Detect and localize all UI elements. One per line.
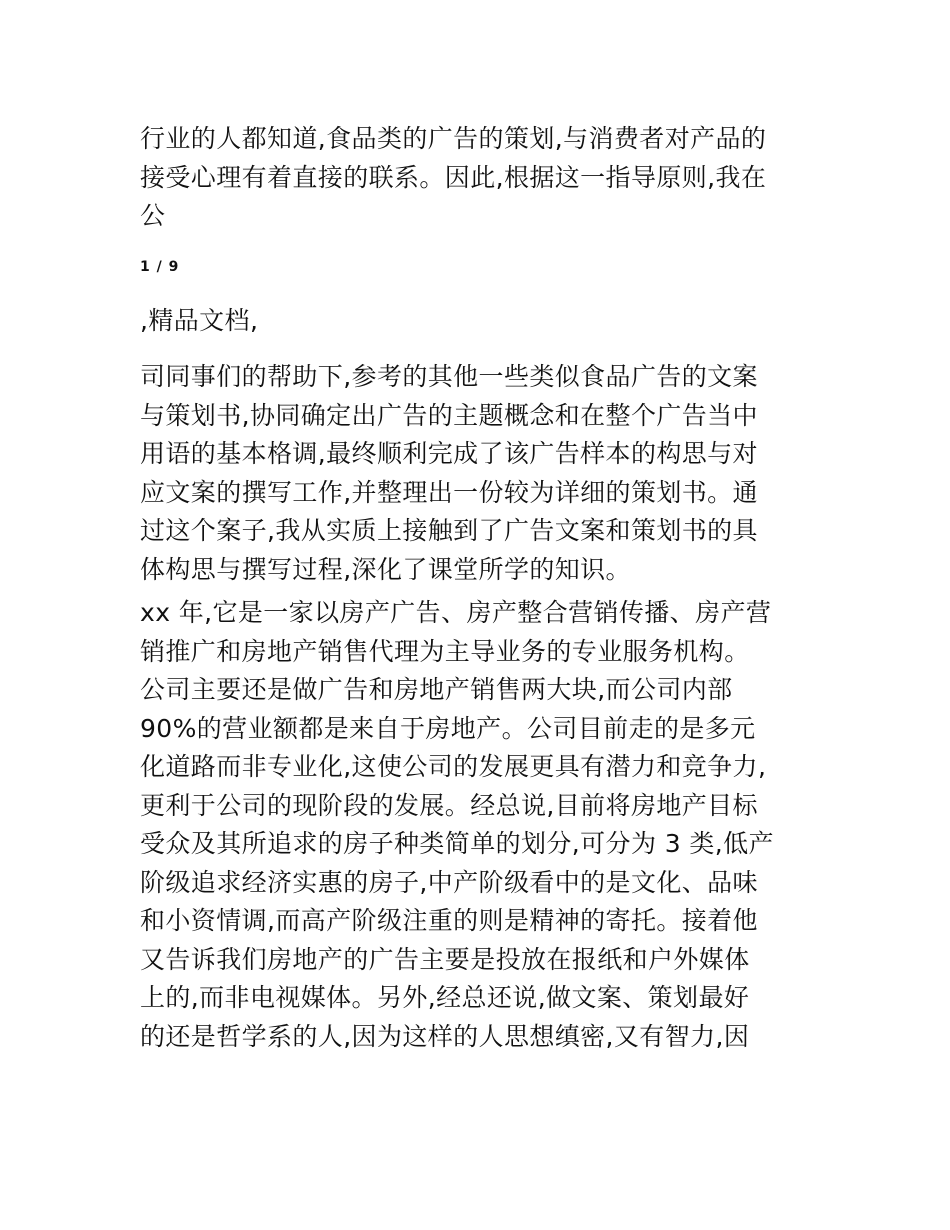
text-line: 又告诉我们房地产的广告主要是投放在报纸和户外媒体 [140, 944, 750, 974]
text-line: 的还是哲学系的人,因为这样的人思想缜密,又有智力,因 [140, 1021, 750, 1051]
text-line: 上的,而非电视媒体。另外,经总还说,做文案、策划最好 [140, 983, 750, 1012]
page-indicator: 1 / 9 [140, 259, 180, 275]
text-line: 司同事们的帮助下,参考的其他一些类似食品广告的文案 [140, 362, 758, 391]
text-line: 化道路而非专业化,这使公司的发展更具有潜力和竞争力, [140, 752, 767, 781]
text-line: 更利于公司的现阶段的发展。经总说,目前将房地产目标 [140, 790, 758, 820]
text-line: 与策划书,协同确定出广告的主题概念和在整个广告当中 [140, 400, 758, 430]
paragraph-3 [140, 594, 810, 1056]
paragraph-2 [140, 358, 810, 589]
text-line: 应文案的撰写工作,并整理出一份较为详细的策划书。通 [140, 477, 758, 507]
text-line: 受众及其所追求的房子种类简单的划分,可分为 3 类,低产 [140, 829, 774, 858]
text-line: 阶级追求经济实惠的房子,中产阶级看中的是文化、品味 [140, 867, 758, 897]
text-line: 公 [140, 201, 166, 230]
header-label-text: ,精品文档, [140, 306, 259, 335]
text-line: 公司主要还是做广告和房地产销售两大块,而公司内部 [140, 675, 733, 704]
text-line: 销推广和房地产销售代理为主导业务的专业服务机构。 [140, 636, 750, 666]
header-label [140, 302, 810, 341]
text-line: 体构思与撰写过程,深化了课堂所学的知识。 [140, 554, 631, 584]
text-line: 用语的基本格调,最终顺利完成了该广告样本的构思与对 [140, 439, 758, 468]
text-line: 行业的人都知道,食品类的广告的策划,与消费者对产品的 [140, 124, 767, 153]
text-line: 过这个案子,我从实质上接触到了广告文案和策划书的具 [140, 516, 758, 545]
text-line: xx 年,它是一家以房产广告、房产整合营销传播、房产营 [140, 598, 772, 627]
text-line: 90%的营业额都是来自于房地产。公司目前走的是多元 [140, 713, 756, 743]
text-line: 和小资情调,而高产阶级注重的则是精神的寄托。接着他 [140, 906, 758, 935]
text-line: 接受心理有着直接的联系。因此,根据这一指导原则,我在 [140, 162, 767, 192]
paragraph-1 [140, 120, 810, 236]
